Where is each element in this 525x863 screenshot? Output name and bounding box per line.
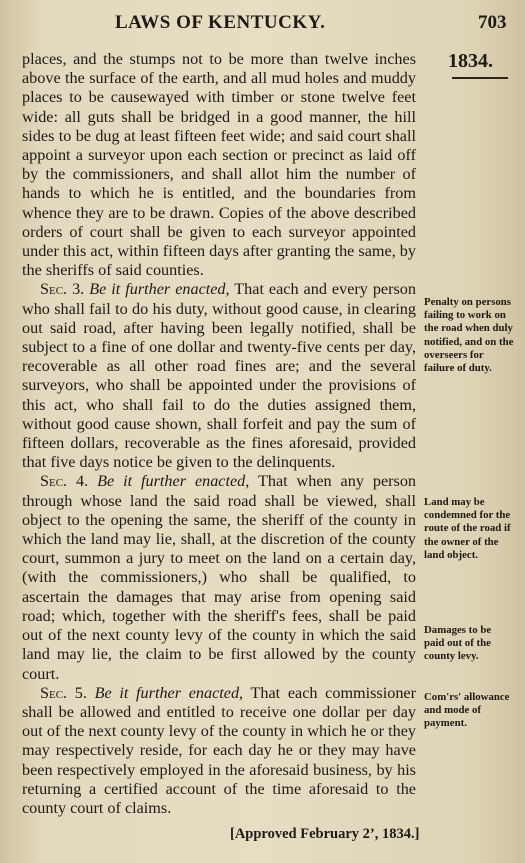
enacting-clause: Be it further enacted, (89, 280, 230, 299)
margin-note-land-condemned: Land may be condemned for the route of the road if the owner of the land object. (424, 496, 511, 561)
section-label: Sec. 3. (40, 280, 85, 299)
enacting-clause: Be it further enacted, (97, 472, 250, 491)
page-header (0, 8, 525, 36)
margin-note-penalty: Penalty on persons failing to work on the road when duly notified, and on the overseers for failure of duty. (424, 296, 514, 375)
section-3 (22, 280, 416, 472)
running-title: LAWS OF KENTUCKY. (115, 12, 326, 33)
approval-date: [Approved February 2’, 1834.] (230, 826, 420, 842)
body-text (22, 50, 416, 818)
margin-year: 1834. (448, 50, 493, 72)
margin-note-damages: Damages to be paid out of the county levy. (424, 624, 492, 663)
section-4 (22, 472, 416, 683)
section-label: Sec. 5. (40, 683, 87, 702)
margin-note-commissioners-allowance: Com'rs' allowance and mode of payment. (424, 691, 510, 730)
margin-year-rule (452, 77, 508, 79)
enacting-clause: Be it further enacted, (94, 683, 244, 702)
section-5 (22, 684, 416, 818)
section-text: That when any person through whose land the said road shall be viewed, shall object to the opening the same, the sheriff of the county in which the land may lie, shall, at the discretion of the county court, summon a jury to meet on the land on a certain day, (with the commissioners,) who shall be qualified, to ascertain the damages that may arise from opening said road; which, together with the sheriff's fees, shall be paid out of the next county levy of the county in which the said land may lie, the claim to be first allowed by the county court. (22, 472, 417, 683)
page-number: 703 (478, 12, 507, 33)
section-label: Sec. 4. (40, 472, 89, 491)
section-text: That each and every person who shall fail to do his duty, without good cause, in clearing out said road, after having been legally notified, shall be subject to a fine of one dollar and twenty-five cents per day, recoverable as all other road fines are; and the several surveyors, who shall be appointed under the provisions of this act, who shall fail to do the duties assigned them, without good cause shown, shall forfeit and pay the sum of fifteen dollars, recoverable as the fines aforesaid, provided that five days notice be given to the delinquents. (22, 280, 416, 472)
section-text: That each commissioner shall be allowed and entitled to receive one dollar per day out of the next county levy of the county in which he or they may respectively reside, for each day he or they may have been respectively employed in the aforesaid business, by his returning a certified account of the time aforesaid to the county court of claims. (22, 683, 416, 817)
opening-paragraph: places, and the stumps not to be more than twelve inches above the surface of the earth, and all mud holes and muddy places to be causewayed with timber or stone twelve feet wide: all guts shall be bridged in a good manner, the hill sides to be dug at least fifteen feet wide; and said court shall appoint a surveyor upon each section or precinct as laid off by the commissioners, and shall allot him the number of hands to which he is entitled, and the boundaries from whence they are to be drawn. Copies of the above described orders of court shall be given to each surveyor appointed under this act, within fifteen days after granting the same, by the sheriffs of said counties. (22, 50, 416, 280)
